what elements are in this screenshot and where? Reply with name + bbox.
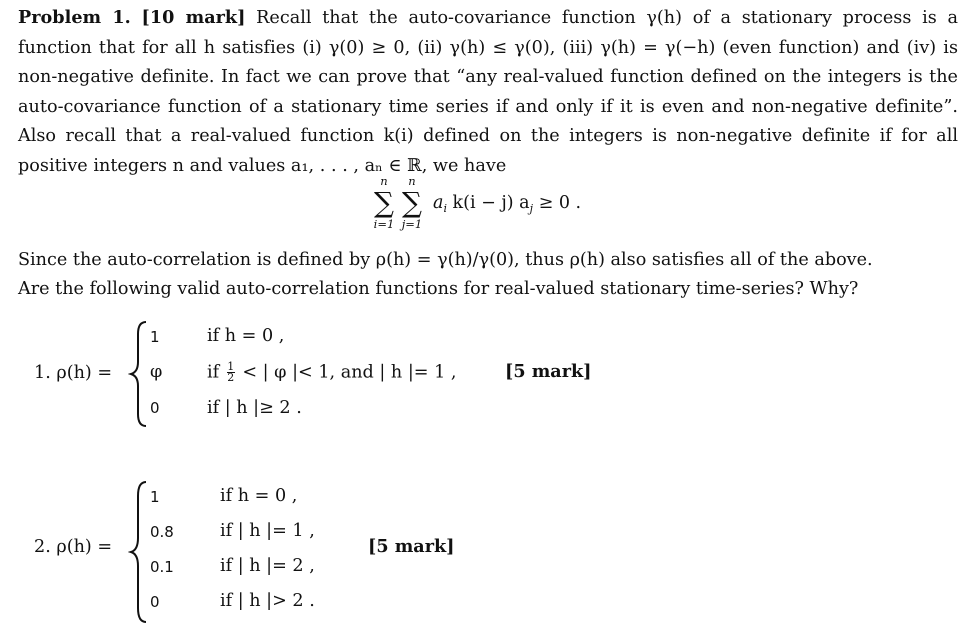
item-2-marks: [5 mark] <box>368 536 455 557</box>
left-brace-icon <box>128 318 150 430</box>
problem-label: Problem 1. <box>18 7 131 28</box>
item-1-value-2: φ <box>150 362 163 382</box>
item-2-value-4: 0 <box>150 593 160 611</box>
sigma-j-icon: ∑ <box>402 186 422 219</box>
sum-j <box>398 175 426 231</box>
item-1-cond-1: if h = 0 , <box>207 326 285 346</box>
item-1-marks: [5 mark] <box>505 361 592 382</box>
one-half-fraction <box>227 362 235 383</box>
item-2-value-1: 1 <box>150 488 160 506</box>
item-1-label: 1. ρ(h) = <box>34 363 113 383</box>
fraction-den: 2 <box>227 371 235 384</box>
sum-i-lower: i=1 <box>373 217 395 231</box>
item-1-value-3: 0 <box>150 399 160 417</box>
sigma-i-icon: ∑ <box>374 186 394 219</box>
item-2-cond-3: if | h |= 2 , <box>220 556 315 576</box>
problem-marks: [10 mark] <box>141 7 246 28</box>
item-1-value-1: 1 <box>150 328 160 346</box>
item-1-cond-3: if | h |≥ 2 . <box>207 398 302 418</box>
sum-i <box>370 175 398 231</box>
problem-paragraph <box>18 3 958 182</box>
item-2-value-3: 0.1 <box>150 558 174 576</box>
sum-kernel: k(i − j) a <box>452 193 530 213</box>
item-1-cond-2 <box>207 362 457 383</box>
sum-j-lower: j=1 <box>401 217 423 231</box>
correlation-sentence: Since the auto-correlation is defined by ρ(h) = γ(h)/γ(0), thus ρ(h) also satisfies all of the above. <box>18 250 873 270</box>
item-2-cond-1: if h = 0 , <box>220 486 298 506</box>
sum-body: $a_i$ k(i − j) $a_j \ge 0$ . <box>433 193 582 215</box>
item-2-label: 2. ρ(h) = <box>34 537 113 557</box>
item-2-cond-4: if | h |> 2 . <box>220 591 315 611</box>
sum-i-upper: n <box>380 174 388 188</box>
item-2-value-2: 0.8 <box>150 523 174 541</box>
item-2-cond-2: if | h |= 1 , <box>220 521 315 541</box>
double-sum-inequality <box>370 175 670 243</box>
sum-j-upper: n <box>408 174 416 188</box>
item-1-cond-2-post: < | φ |< 1, and | h |= 1 , <box>242 362 457 383</box>
fraction-num: 1 <box>227 360 235 373</box>
problem-intro: Recall that the auto-covariance function γ(h) of a stationary process is a function that for all h satisfies (i) γ(0) ≥ 0, (ii) γ(h) ≤ γ(0), (iii) γ(h) = γ(−h) (even function) and (iv) is non-negative definite. In fact we can prove that “any real-valued function defined on the integers is the auto-covariance function of a stationary time series if and only if it is even and non-negative definite”. Also recall that a real-valued function k(i) defined on the integers is non-negative definite if for all positive integers n and values a₁, . . . , aₙ ∈ ℝ, we have <box>18 8 958 176</box>
left-brace-icon <box>128 478 150 626</box>
sum-rhs: ≥ 0 . <box>538 193 582 213</box>
question-sentence: Are the following valid auto-correlation functions for real-valued stationary time-series? Why? <box>18 279 859 299</box>
item-1-cond-2-pre: if <box>207 362 220 383</box>
